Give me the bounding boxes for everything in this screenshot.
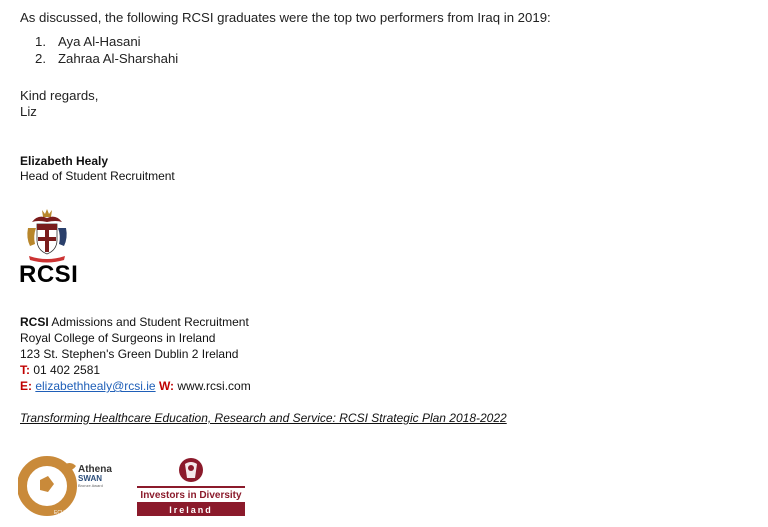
athena-sub: SWAN bbox=[78, 474, 102, 483]
athena-swan-badge bbox=[18, 456, 118, 516]
rcsi-crest-logo bbox=[24, 208, 70, 264]
investors-in-diversity-badge bbox=[137, 456, 245, 518]
athena-award: Bronze Award bbox=[78, 483, 103, 488]
diversity-country: Ireland bbox=[169, 505, 213, 515]
department-prefix: RCSI bbox=[20, 315, 49, 329]
list-item bbox=[28, 51, 178, 66]
strategic-plan-link[interactable]: Transforming Healthcare Education, Research and Service: RCSI Strategic Plan 2018-2022 bbox=[20, 411, 507, 425]
rcsi-wordmark: RCSI bbox=[19, 261, 79, 288]
closing-text: Kind regards, bbox=[20, 88, 99, 103]
sender-short-name: Liz bbox=[20, 104, 37, 119]
performer-name: Aya Al-Hasani bbox=[58, 34, 141, 49]
diversity-title: Investors in Diversity bbox=[140, 490, 242, 501]
athena-ring-text: ECU GENDER CHARTER bbox=[54, 510, 113, 516]
email-link[interactable]: elizabethhealy@rcsi.ie bbox=[35, 379, 156, 393]
website-text: www.rcsi.com bbox=[174, 379, 251, 393]
web-label: W: bbox=[158, 379, 175, 393]
athena-title: Athena bbox=[78, 464, 112, 475]
contact-line bbox=[20, 379, 251, 393]
phone-label: T: bbox=[20, 363, 30, 377]
list-number: 1. bbox=[35, 34, 46, 49]
signature-title: Head of Student Recruitment bbox=[20, 169, 175, 183]
list-number: 2. bbox=[35, 51, 46, 66]
organization-name: Royal College of Surgeons in Ireland bbox=[20, 331, 216, 345]
department-line bbox=[20, 315, 249, 329]
postal-address: 123 St. Stephen's Green Dublin 2 Ireland bbox=[20, 347, 239, 361]
intro-text: As discussed, the following RCSI graduates were the top two performers from Iraq in 2019: bbox=[20, 10, 551, 25]
phone-line bbox=[20, 363, 100, 377]
email-label: E: bbox=[20, 379, 32, 393]
phone-number: 01 402 2581 bbox=[30, 363, 101, 377]
signature-name: Elizabeth Healy bbox=[20, 154, 109, 168]
list-item bbox=[28, 34, 141, 49]
department-name: Admissions and Student Recruitment bbox=[48, 315, 249, 329]
performer-name: Zahraa Al-Sharshahi bbox=[58, 51, 179, 66]
